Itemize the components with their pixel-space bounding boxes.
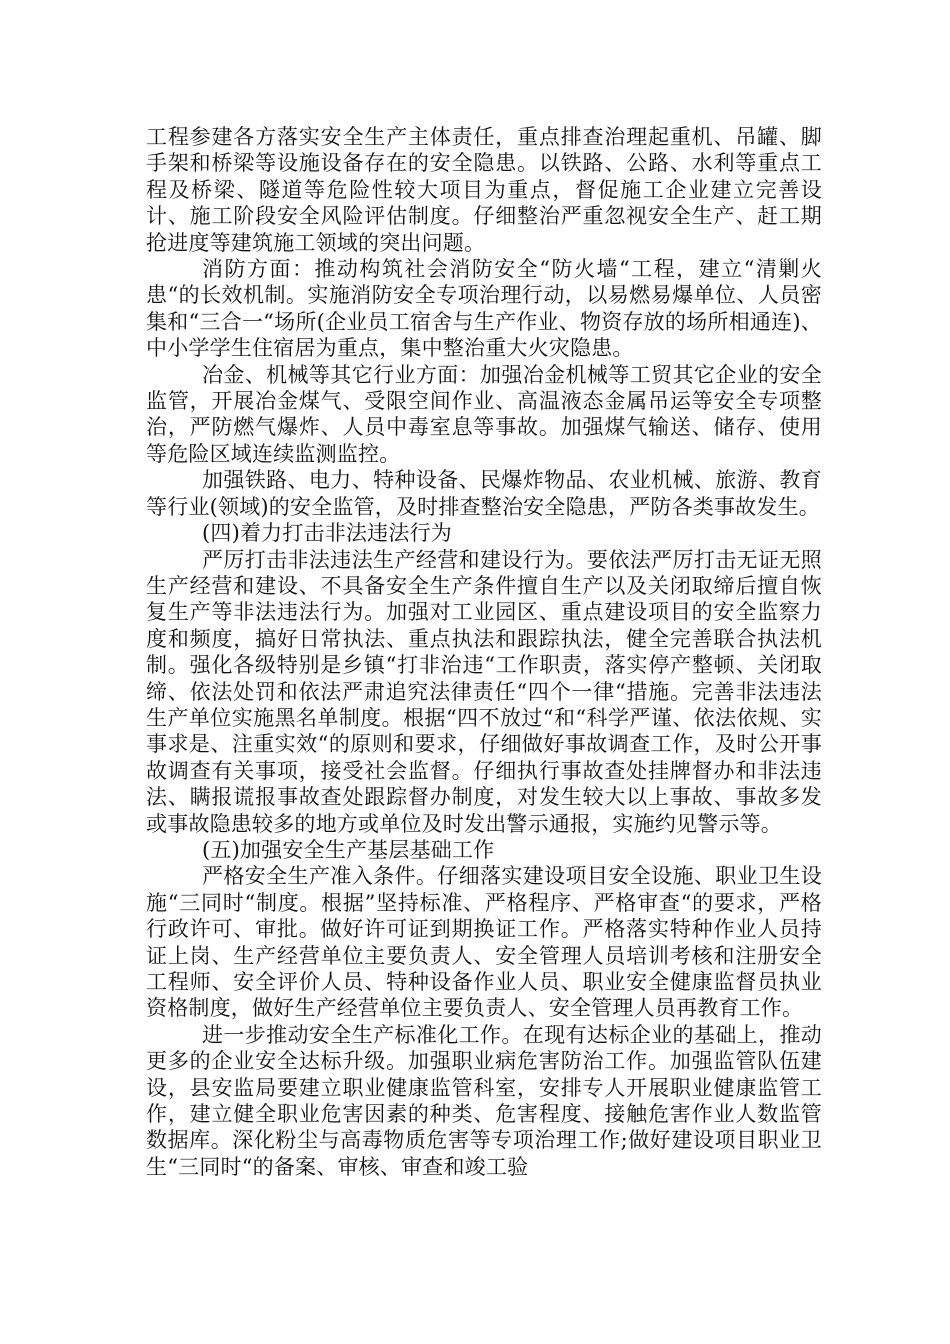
paragraph-metallurgy-machinery: 冶金、机械等其它行业方面：加强冶金机械等工贸其它企业的安全监管，开展冶金煤气、受限空间作业、高温液态金属吊运等安全专项整治，严防燃气爆炸、人员中毒室息等事故。加强煤气输送、储存、使用等危险区域连续监测监控。 xyxy=(146,362,822,466)
document-page xyxy=(146,124,822,1180)
paragraph-illegal-activities: 严厉打击非法违法生产经营和建设行为。要依法严厉打击无证无照生产经营和建设、不具备安全生产条件擅自生产以及关闭取缔后擅自恢复生产等非法违法行为。加强对工业园区、重点建设项目的安全监察力度和频度，搞好日常执法、重点执法和跟踪执法，健全完善联合执法机制。强化各级特别是乡镇“打非治违“工作职责，落实停产整顿、关闭取缔、依法处罚和依法严肃追究法律责任“四个一律“措施。完善非法违法生产单位实施黑名单制度。根据“四不放过“和“科学严谨、依法依规、实事求是、注重实效“的原则和要求，仔细做好事故调查工作，及时公开事故调查有关事项，接受社会监督。仔细执行事故查处挂牌督办和非法违法、瞒报谎报事故查处跟踪督办制度，对发生较大以上事故、事故多发或事故隐患较多的地方或单位及时发出警示通报，实施约见警示等。 xyxy=(146,547,822,836)
paragraph-other-industries: 加强铁路、电力、特种设备、民爆炸物品、农业机械、旅游、教育等行业(领域)的安全监管，及时排查整治安全隐患，严防各类事故发生。 xyxy=(146,468,822,519)
paragraph-access-conditions: 严格安全生产准入条件。仔细落实建设项目安全设施、职业卫生设施“三同时“制度。根据”坚持标准、严格程序、严格审查“的要求，严格行政许可、审批。做好许可证到期换证工作。严格落实特种作业人员持证上岗、生产经营单位主要负责人、安全管理人员培训考核和注册安全工程师、安全评价人员、特种设备作业人员、职业安全健康监督员执业资格制度，做好生产经营单位主要负责人、安全管理人员再教育工作。 xyxy=(146,864,822,1021)
paragraph-standardization: 进一步推动安全生产标准化工作。在现有达标企业的基础上，推动更多的企业安全达标升级。加强职业病危害防治工作。加强监管队伍建设，县安监局要建立职业健康监管科室，安排专人开展职业健康监管工作，建立健全职业危害因素的种类、危害程度、接触危害作业人数监管数据库。深化粉尘与高毒物质危害等专项治理工作;做好建设项目职业卫生“三同时“的备案、审核、审查和竣工验 xyxy=(146,1022,822,1179)
paragraph-fire-safety: 消防方面：推动构筑社会消防安全“防火墙“工程，建立“清剿火患“的长效机制。实施消防安全专项治理行动，以易燃易爆单位、人员密集和“三合一“场所(企业员工宿舍与生产作业、物资存放的场所相通连)、中小学学生住宿居为重点，集中整治重大火灾隐患。 xyxy=(146,257,822,361)
section-heading-four: (四)着力打击非法违法行为 xyxy=(202,521,452,546)
paragraph-construction-safety: 工程参建各方落实安全生产主体责任，重点排查治理起重机、吊罐、脚手架和桥梁等设施设备存在的安全隐患。以铁路、公路、水利等重点工程及桥梁、隧道等危险性较大项目为重点，督促施工企业建立完善设计、施工阶段安全风险评估制度。仔细整治严重忽视安全生产、赶工期抢进度等建筑施工领域的突出问题。 xyxy=(146,125,822,255)
section-heading-five: (五)加强安全生产基层基础工作 xyxy=(202,837,495,862)
